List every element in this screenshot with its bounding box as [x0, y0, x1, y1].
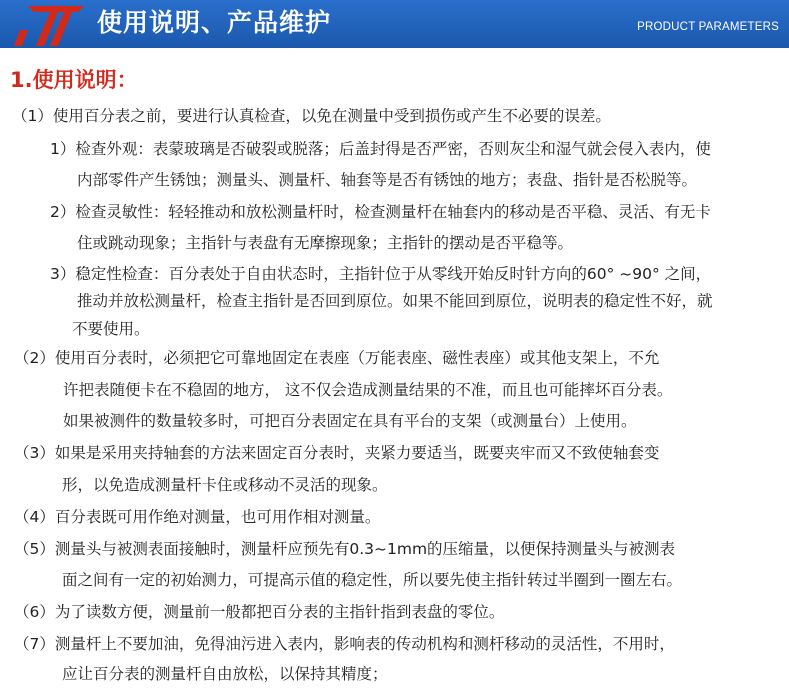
text-line-6: 3）稳定性检查：百分表处于自由状态时，主指针位于从零线开始反时针方向的60° ~90° 之间， — [50, 265, 712, 283]
text-line-2: 1）检查外观：表蒙玻璃是否破裂或脱落；后盖封得是否严密，否则灰尘和湿气就会侵入表内，使 — [50, 140, 711, 158]
text-line-11: 如果被测件的数量较多时，可把百分表固定在具有平台的支架（或测量台）上使用。 — [63, 412, 637, 430]
text-line-14: （4）百分表既可用作绝对测量，也可用作相对测量。 — [14, 508, 381, 526]
text-line-4: 2）检查灵敏性：轻轻推动和放松测量杆时，检查测量杆在轴套内的移动是否平稳、灵活、有无卡 — [50, 203, 711, 221]
text-line-13: 形，以免造成测量杆卡住或移动不灵活的现象。 — [62, 476, 388, 494]
header-banner — [0, 0, 789, 48]
text-line-9: （2）使用百分表时，必须把它可靠地固定在表座（万能表座、磁性表座）或其他支架上，不允 — [14, 349, 660, 367]
text-line-17: （6）为了读数方便，测量前一般都把百分表的主指针指到表盘的零位。 — [14, 603, 505, 621]
text-line-1: （1）使用百分表之前，要进行认真检查，以免在测量中受到损伤或产生不必要的误差。 — [12, 107, 611, 125]
header-subtitle: PRODUCT PARAMETERS — [637, 21, 779, 33]
text-line-19: 应让百分表的测量杆自由放松，以保持其精度； — [62, 665, 388, 683]
text-line-16: 面之间有一定的初始测力，可提高示值的稳定性，所以要先使主指针转过半圈到一圈左右。 — [62, 571, 683, 589]
page-title: 使用说明、产品维护 — [97, 8, 332, 37]
text-line-10: 许把表随便卡在不稳固的地方， 这不仅会造成测量结果的不准，而且也可能摔坏百分表。 — [63, 381, 673, 399]
text-line-5: 住或跳动现象；主指针与表盘有无摩擦现象；主指针的摆动是否平稳等。 — [77, 234, 574, 252]
text-line-8: 不要使用。 — [72, 320, 150, 338]
brand-logo-icon — [14, 2, 86, 46]
text-line-7: 推动并放松测量杆，检查主指针是否回到原位。如果不能回到原位，说明表的稳定性不好，就 — [77, 292, 713, 310]
text-line-3: 内部零件产生锈蚀；测量头、测量杆、轴套等是否有锈蚀的地方；表盘、指针是否松脱等。 — [77, 171, 698, 189]
section-heading: 1.使用说明： — [10, 68, 138, 92]
text-line-12: （3）如果是采用夹持轴套的方法来固定百分表时，夹紧力要适当，既要夹牢而又不致使轴套变 — [14, 444, 660, 462]
text-line-15: （5）测量头与被测表面接触时，测量杆应预先有0.3~1mm的压缩量，以便保持测量头与被测表 — [14, 540, 676, 558]
text-line-18: （7）测量杆上不要加油，免得油污进入表内，影响表的传动机构和测杆移动的灵活性，不用时， — [14, 635, 675, 653]
